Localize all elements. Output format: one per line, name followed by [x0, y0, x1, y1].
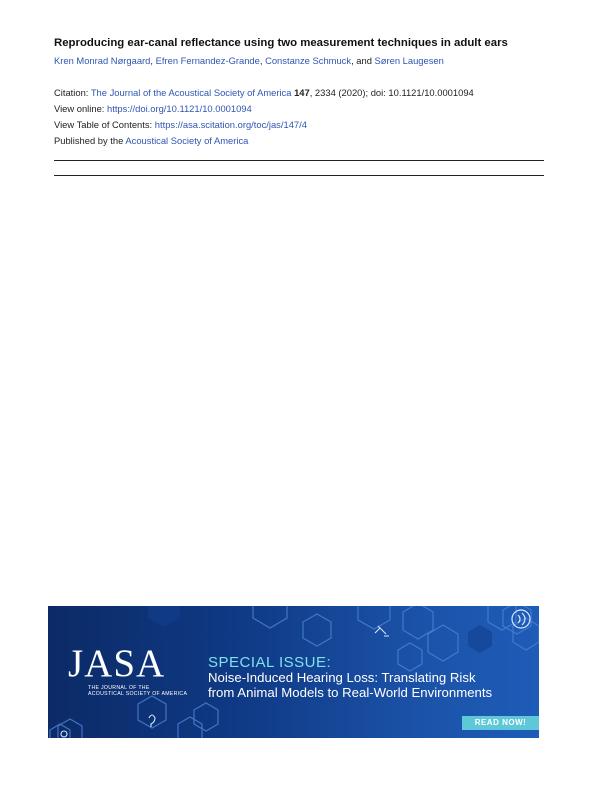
special-issue-heading: SPECIAL ISSUE:: [208, 654, 332, 671]
view-online-line: [54, 103, 252, 114]
article-title: Reproducing ear-canal reflectance using two measurement techniques in adult ears: [54, 37, 508, 49]
special-issue-title-line1: Noise-Induced Hearing Loss: Translating Risk: [208, 670, 476, 685]
jasa-special-issue-banner[interactable]: [48, 606, 539, 738]
jasa-logo-subtitle-line2: ACOUSTICAL SOCIETY OF AMERICA: [88, 691, 188, 697]
ear-icon: [149, 715, 155, 727]
author-link[interactable]: Efren Fernandez-Grande: [155, 55, 260, 66]
jasa-logo: JASA: [68, 642, 166, 685]
read-now-button[interactable]: READ NOW!: [462, 716, 539, 730]
journal-link[interactable]: The Journal of the Acoustical Society of America: [90, 87, 292, 98]
author-separator: , and: [351, 55, 375, 66]
toc-link[interactable]: https://asa.scitation.org/toc/jas/147/4: [154, 119, 307, 130]
doi-link[interactable]: https://doi.org/10.1121/10.0001094: [107, 103, 252, 114]
divider-bottom: [54, 175, 544, 176]
author-list: [54, 55, 554, 66]
citation-label: Citation:: [54, 87, 91, 98]
author-link[interactable]: Constanze Schmuck: [265, 55, 352, 66]
citation-details: , 2334 (2020); doi: 10.1121/10.0001094: [309, 87, 474, 98]
search-icon: [61, 731, 67, 737]
view-toc-label: View Table of Contents:: [54, 119, 155, 130]
author-separator: ,: [150, 55, 156, 66]
divider-top: [54, 160, 544, 161]
author-separator: ,: [259, 55, 266, 66]
author-link[interactable]: Kren Monrad Nørgaard: [54, 55, 151, 66]
publisher-link[interactable]: Acoustical Society of America: [125, 135, 249, 146]
jasa-logo-subtitle-line1: THE JOURNAL OF THE: [88, 685, 150, 691]
published-by-line: [54, 135, 248, 146]
author-link[interactable]: Søren Laugesen: [374, 55, 444, 66]
view-toc-line: [54, 119, 307, 130]
citation-line: [54, 87, 474, 98]
view-online-label: View online:: [54, 103, 107, 114]
published-by-label: Published by the: [54, 135, 126, 146]
special-issue-title-line2: from Animal Models to Real-World Environments: [208, 685, 493, 700]
volume-number: 147: [294, 87, 310, 98]
